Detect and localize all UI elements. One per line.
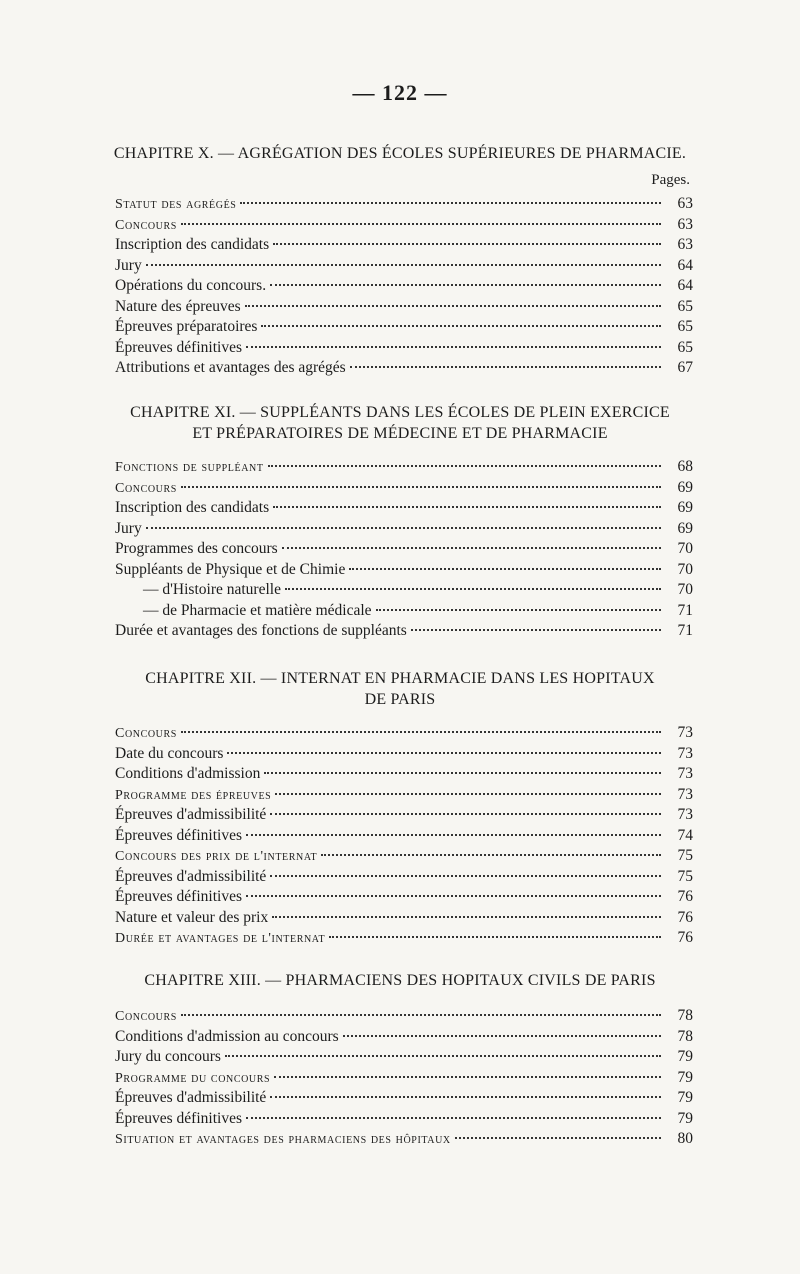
dot-leader	[225, 1055, 661, 1057]
chapter-title-line: CHAPITRE XI. — SUPPLÉANTS DANS LES ÉCOLES DE PLEIN EXERCICE	[130, 404, 670, 421]
toc-entry	[115, 257, 693, 278]
toc-entry-title: Jury	[115, 519, 142, 537]
dot-leader	[246, 1117, 661, 1119]
toc-entry-page: 78	[677, 1007, 693, 1024]
toc-entry-title: Programmes des concours	[115, 540, 278, 557]
dot-leader	[273, 243, 661, 245]
toc-entry-title: Nature des épreuves	[115, 297, 241, 315]
dot-leader	[264, 772, 661, 774]
toc-entry-page: 74	[677, 826, 693, 844]
toc-entry-page: 78	[677, 1027, 693, 1045]
toc-entry-page: 68	[677, 458, 693, 475]
dot-leader	[275, 793, 661, 795]
dot-leader	[246, 346, 661, 348]
toc-entry-page: 76	[677, 888, 693, 905]
toc-entry-title: Concours des prix de l'internat	[115, 849, 318, 864]
chapter-title	[110, 668, 690, 710]
toc-entry-title: Durée et avantages de l'internat	[115, 931, 326, 946]
toc-entry-title: Épreuves d'admissibilité	[115, 806, 267, 823]
dot-leader	[270, 813, 661, 815]
toc-entry-page: 63	[677, 215, 693, 233]
toc-entry	[115, 236, 693, 257]
dot-leader	[349, 568, 661, 570]
toc-entry-title: — de Pharmacie et matière médicale	[143, 601, 372, 619]
toc-entry-title: Épreuves définitives	[115, 338, 242, 356]
toc-entry-page: 69	[677, 478, 693, 496]
chapter-title-line: CHAPITRE XII. — INTERNAT EN PHARMACIE DANS LES HOPITAUX	[145, 670, 655, 687]
dot-leader	[246, 834, 661, 836]
toc-entry	[115, 318, 693, 339]
toc-entry	[115, 888, 693, 909]
toc-entry-page: 70	[677, 560, 693, 578]
toc-entry-page: 76	[677, 929, 693, 946]
toc-entry-title: Durée et avantages des fonctions de suppléants	[115, 622, 407, 639]
toc-entry	[115, 622, 693, 643]
pages-column-label: Pages.	[651, 172, 690, 188]
toc-entry	[115, 1028, 693, 1049]
toc-entry-title: Opérations du concours.	[115, 277, 267, 294]
dot-leader	[329, 936, 661, 938]
toc-entry-title: Suppléants de Physique et de Chimie	[115, 560, 346, 578]
toc-entry	[115, 581, 693, 602]
toc-entry	[115, 479, 693, 500]
toc-entry-page: 79	[677, 1109, 693, 1127]
toc-entry	[115, 786, 693, 807]
toc-entry	[115, 868, 693, 889]
toc-entry-title: Jury	[115, 256, 142, 274]
toc-entry-page: 79	[677, 1068, 693, 1086]
toc-entry-title: Fonctions de suppléant	[115, 460, 264, 475]
toc-entry-page: 64	[677, 277, 693, 294]
toc-entry-page: 70	[677, 540, 693, 557]
toc-entry-title: Épreuves préparatoires	[115, 318, 258, 335]
toc-entry	[115, 277, 693, 298]
toc-entry-page: 65	[677, 338, 693, 356]
dot-leader	[246, 895, 661, 897]
chapter-title	[110, 402, 690, 444]
toc-entry-title: Épreuves d'admissibilité	[115, 1089, 267, 1106]
toc-entry-title: Concours	[115, 1009, 177, 1024]
toc-entry	[115, 1089, 693, 1110]
dot-leader	[270, 875, 661, 877]
toc-entry-title: Épreuves définitives	[115, 1109, 242, 1127]
toc-list	[115, 195, 693, 380]
toc-entry	[115, 765, 693, 786]
toc-entry-page: 63	[677, 195, 693, 212]
toc-entry-page: 64	[677, 256, 693, 274]
dot-leader	[285, 588, 661, 590]
toc-entry-title: Concours	[115, 480, 177, 496]
toc-entry-page: 73	[677, 806, 693, 823]
dot-leader	[343, 1035, 661, 1037]
dot-leader	[181, 223, 661, 225]
toc-entry-page: 65	[677, 318, 693, 335]
toc-entry	[115, 827, 693, 848]
dot-leader	[146, 527, 661, 529]
dot-leader	[261, 325, 661, 327]
toc-entry-page: 65	[677, 297, 693, 315]
toc-entry-page: 80	[677, 1130, 693, 1147]
toc-entry-page: 73	[677, 765, 693, 782]
dot-leader	[272, 916, 661, 918]
toc-entry-title: Jury du concours	[115, 1048, 221, 1065]
toc-entry	[115, 602, 693, 623]
toc-entry	[115, 216, 693, 237]
toc-entry-page: 67	[677, 359, 693, 376]
toc-entry	[115, 1007, 693, 1028]
toc-entry-page: 76	[677, 908, 693, 926]
toc-entry	[115, 458, 693, 479]
toc-entry-title: Programme des épreuves	[115, 787, 272, 803]
toc-entry-title: — d'Histoire naturelle	[143, 581, 281, 598]
toc-entry-title: Épreuves définitives	[115, 826, 242, 844]
chapter-title	[110, 143, 690, 164]
toc-entry-page: 69	[677, 519, 693, 537]
chapter-title-line: CHAPITRE X. — AGRÉGATION DES ÉCOLES SUPÉRIEURES DE PHARMACIE.	[113, 145, 687, 162]
toc-entry	[115, 1069, 693, 1090]
toc-entry	[115, 806, 693, 827]
dot-leader	[411, 629, 661, 631]
toc-entry-page: 71	[677, 601, 693, 619]
toc-entry-title: Situation et avantages des pharmaciens des hôpitaux	[115, 1132, 451, 1147]
chapter-title	[110, 970, 690, 991]
toc-entry-page: 71	[677, 622, 693, 639]
toc-entry	[115, 1048, 693, 1069]
dot-leader	[274, 1076, 661, 1078]
toc-entry	[115, 929, 693, 950]
toc-entry	[115, 909, 693, 930]
toc-entry-page: 79	[677, 1048, 693, 1065]
toc-entry	[115, 339, 693, 360]
toc-list	[115, 724, 693, 950]
toc-entry	[115, 561, 693, 582]
toc-entry-page: 69	[677, 499, 693, 516]
toc-entry-title: Statut des agrégés	[115, 197, 237, 212]
dot-leader	[181, 731, 661, 733]
dot-leader	[240, 202, 661, 204]
dot-leader	[268, 465, 661, 467]
dot-leader	[181, 1014, 661, 1016]
toc-entry-page: 73	[677, 724, 693, 741]
dot-leader	[245, 305, 661, 307]
dot-leader	[270, 1096, 661, 1098]
toc-entry-title: Nature et valeur des prix	[115, 908, 269, 926]
toc-entry	[115, 1110, 693, 1131]
toc-entry	[115, 1130, 693, 1151]
page-number: — 122 —	[352, 80, 448, 105]
toc-entry-title: Concours	[115, 726, 177, 741]
toc-entry-page: 75	[677, 867, 693, 885]
toc-entry	[115, 540, 693, 561]
chapter-title-line: ET PRÉPARATOIRES DE MÉDECINE ET DE PHARMACIE	[192, 425, 608, 442]
toc-list	[115, 1007, 693, 1151]
dot-leader	[270, 284, 661, 286]
toc-entry-title: Inscription des candidats	[115, 236, 270, 253]
dot-leader	[455, 1137, 661, 1139]
toc-entry-title: Attributions et avantages des agrégés	[115, 359, 346, 376]
dot-leader	[273, 506, 661, 508]
toc-list	[115, 458, 693, 643]
dot-leader	[376, 609, 661, 611]
toc-entry-title: Conditions d'admission	[115, 765, 261, 782]
toc-entry-title: Programme du concours	[115, 1070, 271, 1086]
toc-entry	[115, 724, 693, 745]
toc-entry-title: Épreuves définitives	[115, 888, 242, 905]
toc-entry-title: Conditions d'admission au concours	[115, 1027, 339, 1045]
toc-entry	[115, 745, 693, 766]
dot-leader	[282, 547, 661, 549]
toc-entry	[115, 298, 693, 319]
toc-entry-page: 75	[677, 847, 693, 864]
toc-entry-title: Concours	[115, 217, 177, 233]
toc-entry-page: 73	[677, 744, 693, 762]
toc-entry	[115, 195, 693, 216]
toc-entry	[115, 847, 693, 868]
toc-entry	[115, 359, 693, 380]
toc-entry-page: 79	[677, 1089, 693, 1106]
chapter-title-line: DE PARIS	[364, 691, 436, 708]
dot-leader	[227, 752, 661, 754]
toc-entry-page: 70	[677, 581, 693, 598]
dot-leader	[181, 486, 661, 488]
toc-entry	[115, 520, 693, 541]
toc-entry-title: Date du concours	[115, 744, 224, 762]
toc-entry-title: Inscription des candidats	[115, 499, 270, 516]
dot-leader	[350, 366, 661, 368]
dot-leader	[146, 264, 661, 266]
toc-entry-page: 73	[677, 785, 693, 803]
toc-entry-title: Épreuves d'admissibilité	[115, 867, 267, 885]
dot-leader	[321, 854, 661, 856]
toc-entry-page: 63	[677, 236, 693, 253]
chapter-title-line: CHAPITRE XIII. — PHARMACIENS DES HOPITAUX CIVILS DE PARIS	[144, 972, 656, 989]
toc-entry	[115, 499, 693, 520]
